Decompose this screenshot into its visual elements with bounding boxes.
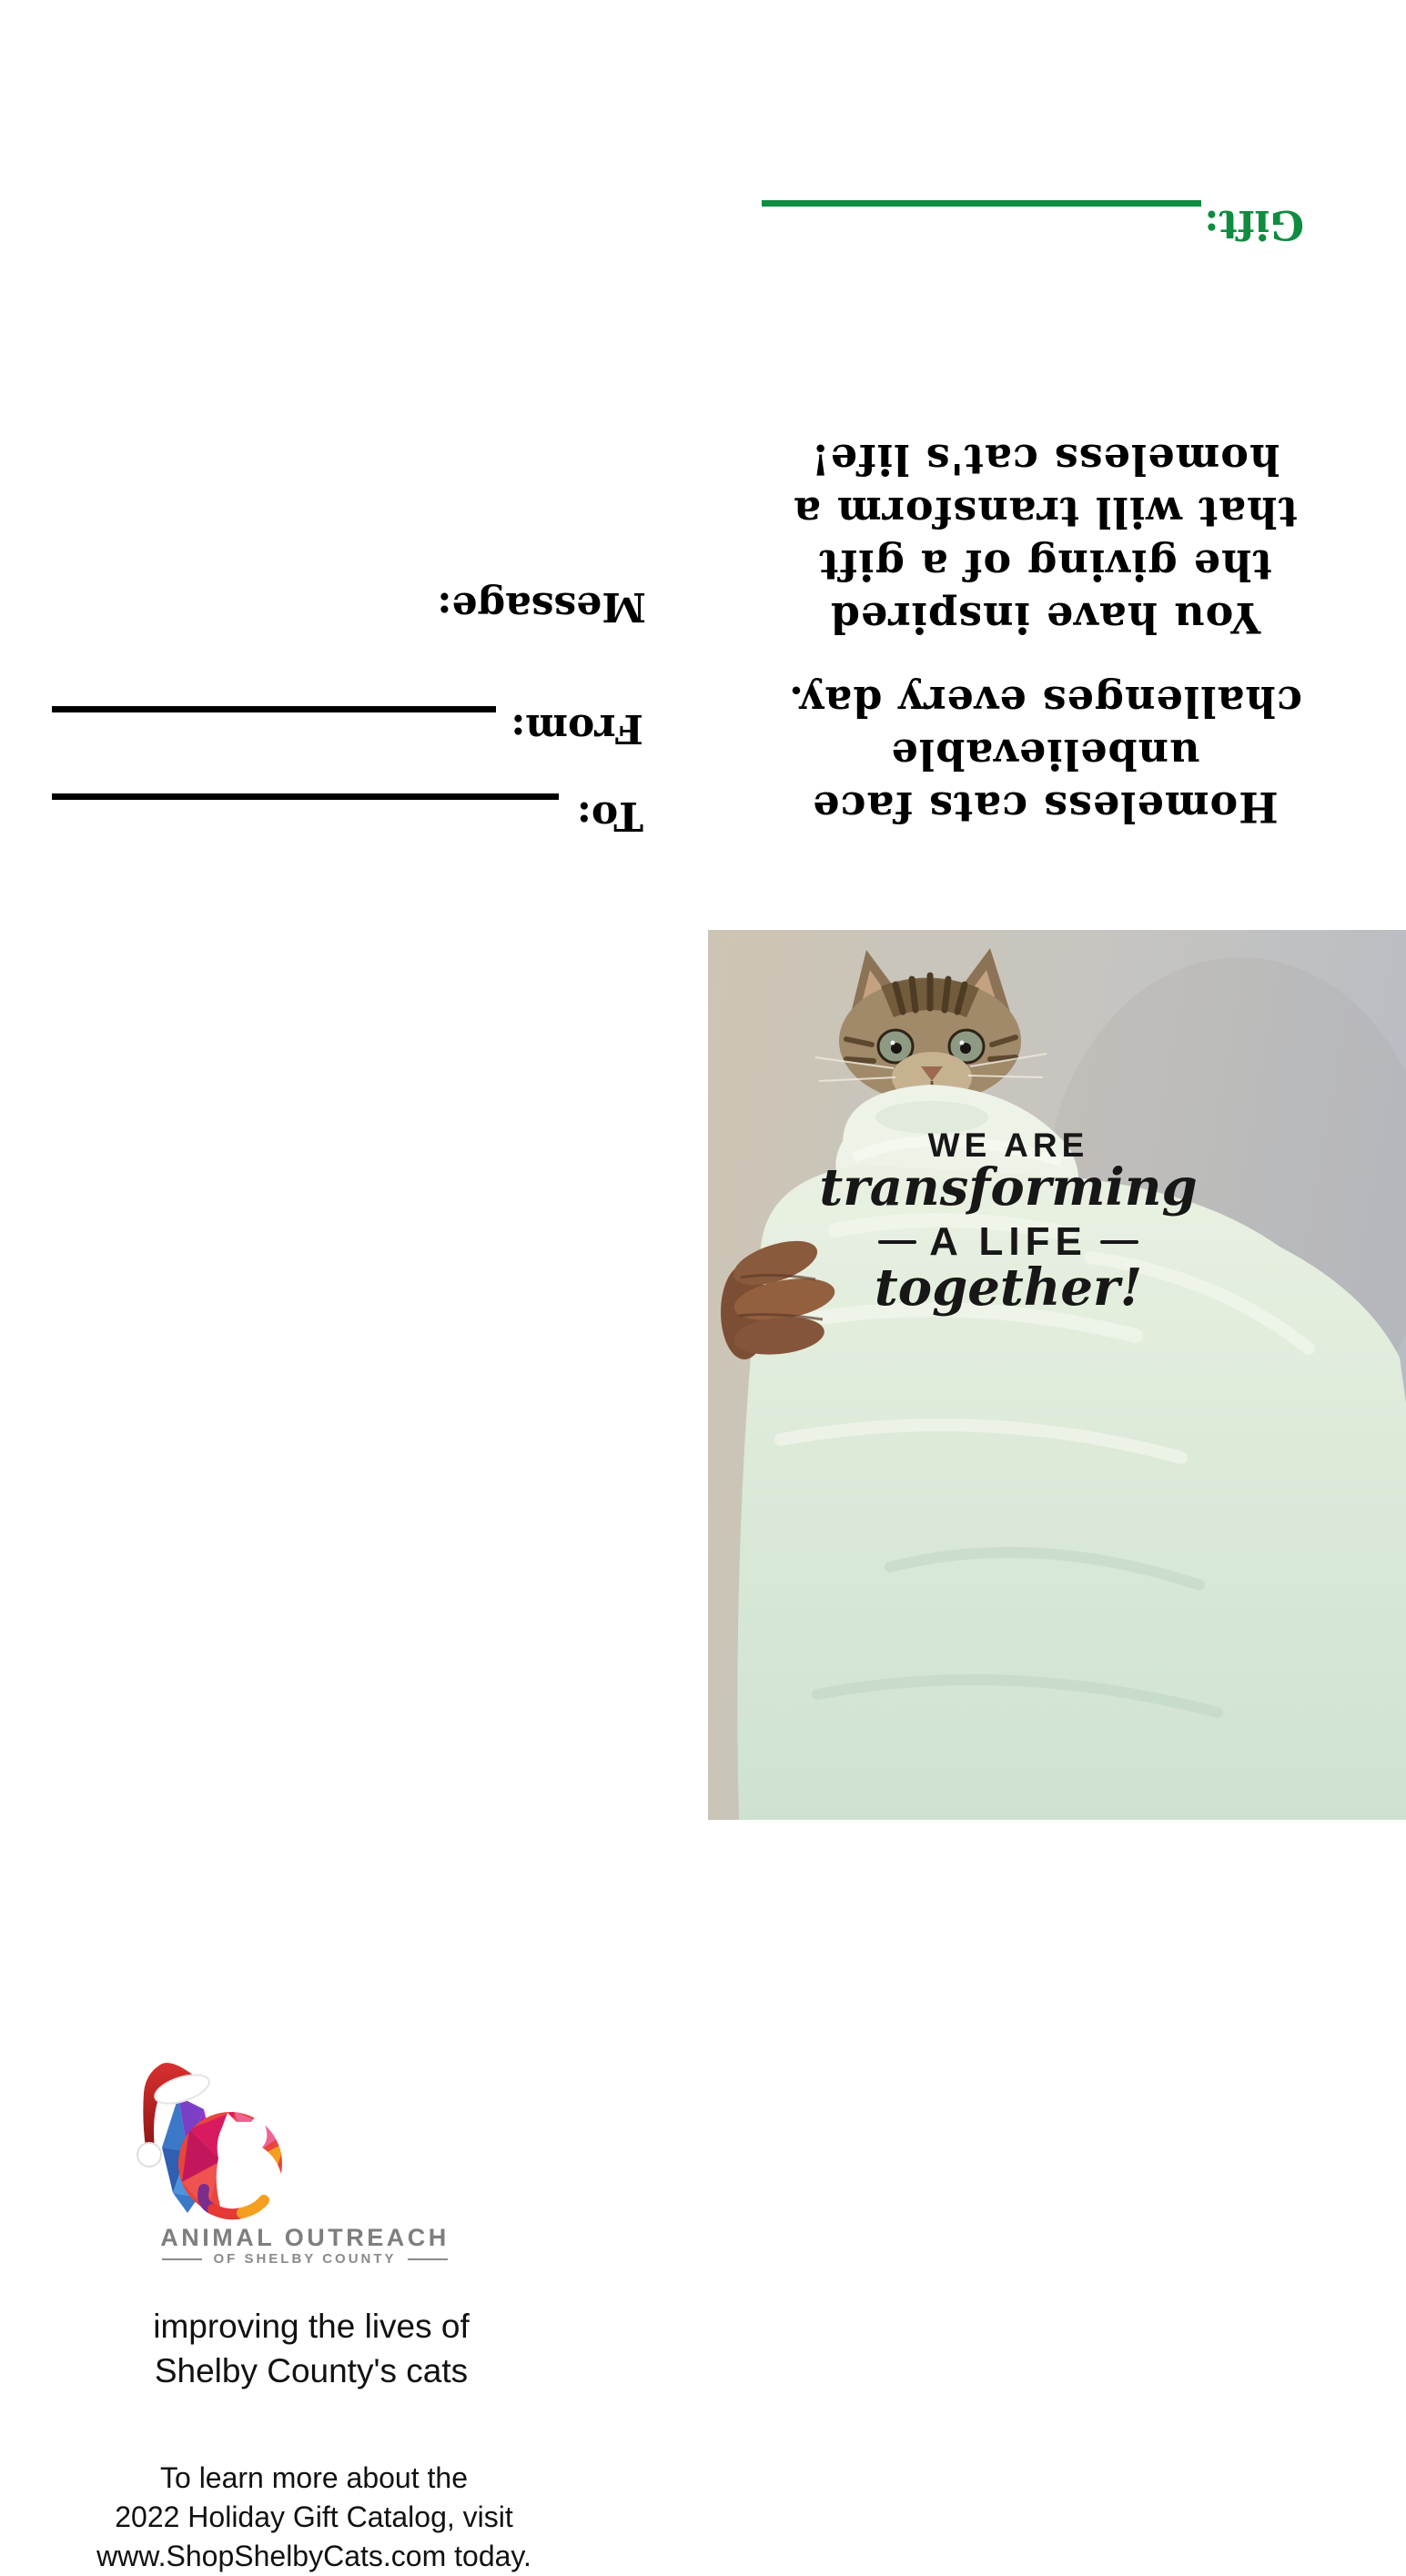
subtitle-left-dash xyxy=(162,2258,202,2260)
to-write-line xyxy=(52,793,559,800)
note-line: You have inspired xyxy=(829,593,1261,642)
gift-write-line xyxy=(762,200,1201,207)
note-body-paragraph xyxy=(703,433,1388,644)
info-line: 2022 Holiday Gift Catalog, visit xyxy=(115,2500,513,2533)
from-write-line xyxy=(52,706,496,712)
tagline-line: Shelby County's cats xyxy=(154,2352,469,2389)
org-tagline xyxy=(36,2304,586,2393)
note-line: challenges every day. xyxy=(788,677,1302,726)
front-cover-panel xyxy=(703,910,1406,1820)
subtitle-right-dash xyxy=(408,2258,448,2260)
note-line: unbelievable xyxy=(890,730,1200,779)
santa-cat-logo-icon xyxy=(135,2056,286,2222)
kitten-photo xyxy=(708,930,1406,1820)
note-intro-paragraph xyxy=(703,675,1388,833)
kitten-illustration xyxy=(708,930,1406,1820)
tagline-line: improving the lives of xyxy=(153,2308,470,2345)
inside-panel-note xyxy=(703,0,1406,910)
note-line: homeless cat's life! xyxy=(810,435,1280,484)
note-line: the giving of a gift xyxy=(818,540,1272,590)
headline-together: together! xyxy=(874,1258,1143,1318)
headline-we-are: WE ARE xyxy=(927,1126,1089,1164)
note-line: Homeless cats face xyxy=(812,783,1279,832)
info-line: To learn more about the xyxy=(160,2461,468,2494)
headline-a-life-text: A LIFE xyxy=(929,1219,1087,1264)
headline-transforming: transforming xyxy=(819,1157,1198,1217)
from-label: From: xyxy=(511,705,643,752)
note-line: that will transform a xyxy=(793,488,1298,537)
kitten-head xyxy=(815,948,1047,1103)
catalog-info xyxy=(36,2459,592,2576)
info-line: www.ShopShelbyCats.com today. xyxy=(96,2540,531,2572)
inside-panel-message xyxy=(0,0,703,910)
org-subtitle-text: OF SHELBY COUNTY xyxy=(213,2251,397,2267)
cat-silhouette xyxy=(217,2111,286,2213)
back-cover-panel xyxy=(0,910,703,2572)
flourish-right xyxy=(1100,1240,1138,1244)
org-name: ANIMAL OUTREACH xyxy=(160,2224,450,2251)
gift-label: Gift: xyxy=(1204,201,1304,247)
flourish-left xyxy=(878,1240,916,1244)
org-logo xyxy=(135,2056,286,2222)
to-label: To: xyxy=(576,793,643,839)
message-label: Message: xyxy=(437,583,646,630)
org-subtitle xyxy=(91,2251,519,2267)
